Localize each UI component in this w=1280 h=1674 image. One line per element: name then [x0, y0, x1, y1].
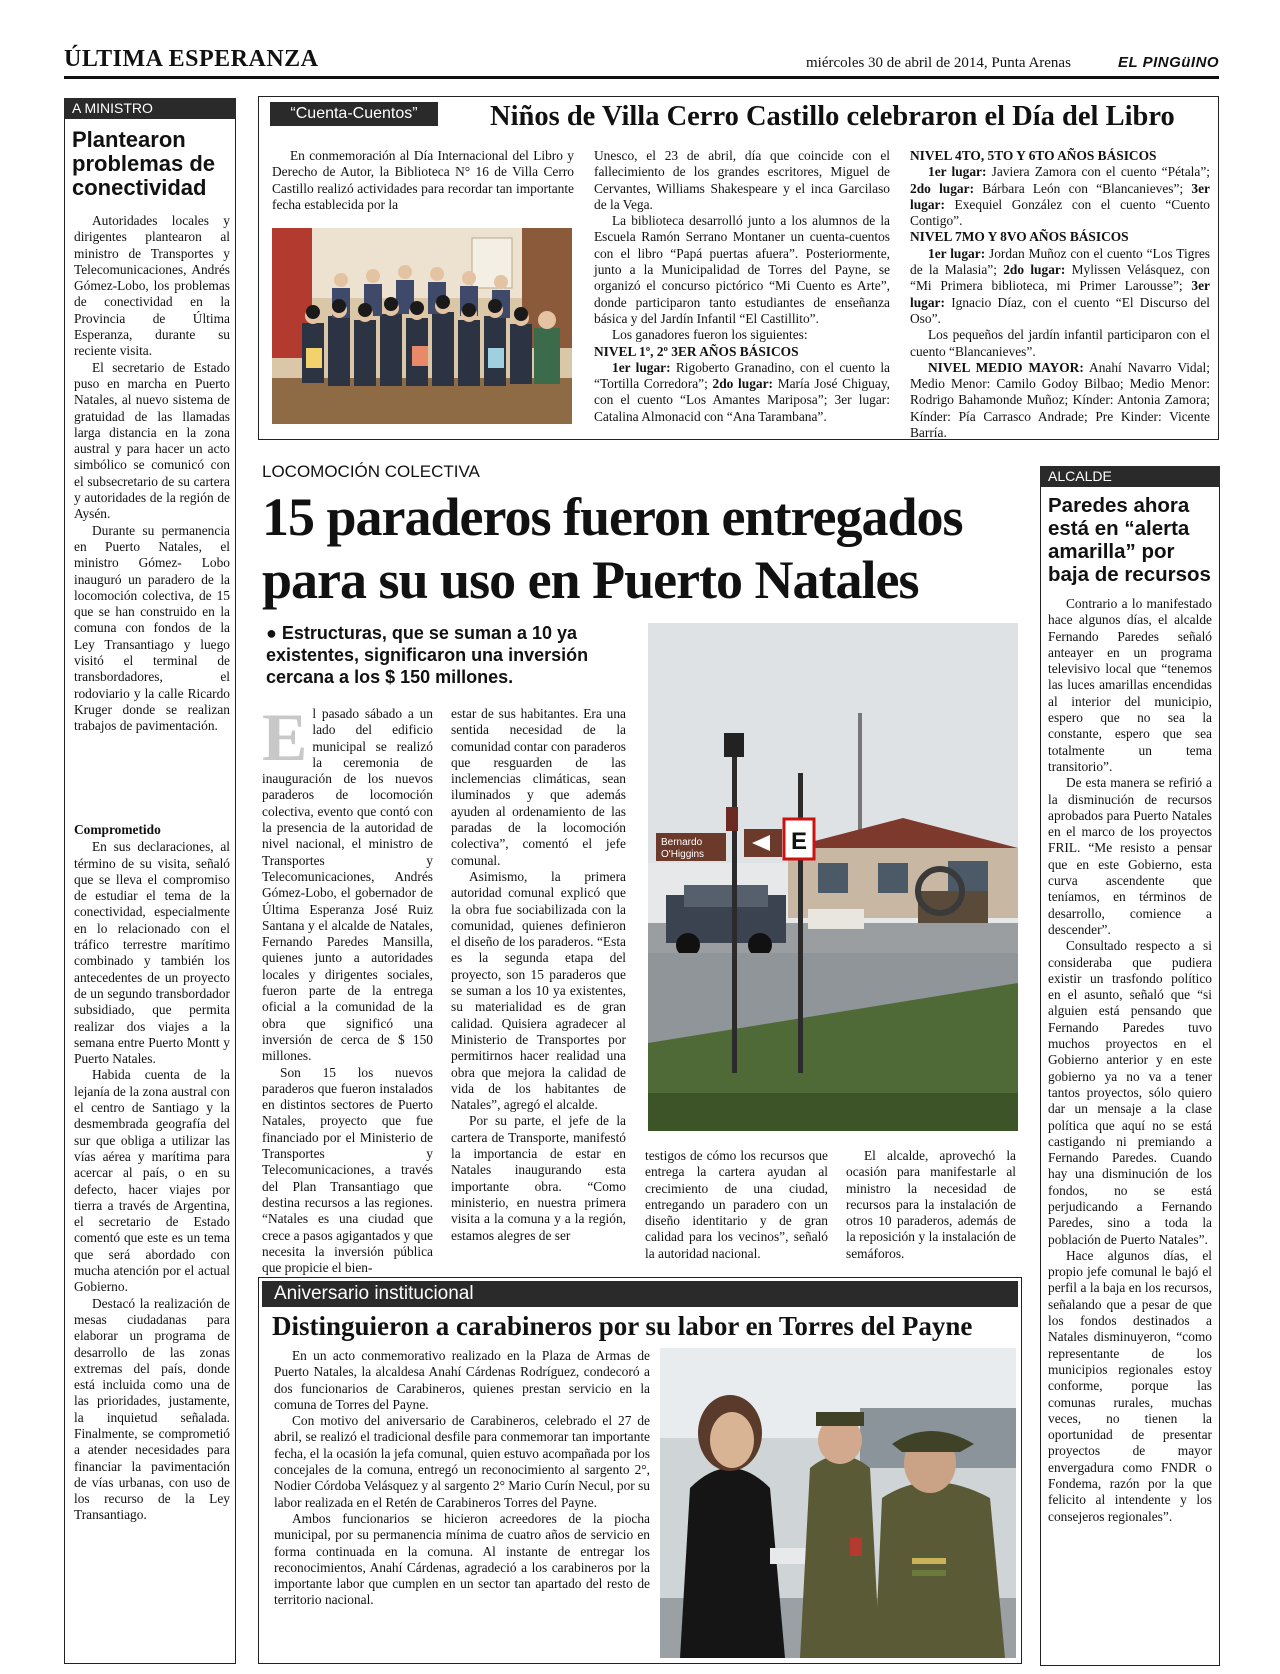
bottom-story-body	[274, 1348, 650, 1609]
street-sign-line-2: O'Higgins	[661, 849, 705, 860]
main-deck	[266, 622, 606, 688]
main-paragraph: testigos de cómo los recursos que entrega la cartera ayudan al crecimiento de una ciudad, entregando un paradero con un diseño identitario y de gran calidad para los vecinos”, señaló la autoridad nacional.	[645, 1148, 828, 1261]
right-paragraph: De esta manera se refirió a la disminución de recursos aprobados para Puerto Natales en el marco de los proyectos FRIL. “Me resisto a pensar que en este Gobierno, esta curva ascendente que teníamos, en términos de desarrollo, comience a descender”.	[1048, 775, 1212, 937]
left-headline: Plantearon problemas de conectividad	[72, 127, 216, 200]
winner-text: Bárbara León con “Blancanieves”;	[974, 180, 1192, 196]
newspaper-logo: EL PINGüINO	[1118, 54, 1220, 71]
left-body	[74, 213, 230, 735]
right-tag: ALCALDE	[1040, 466, 1220, 487]
children-group-photo	[272, 228, 572, 424]
main-column-2	[451, 706, 626, 1244]
carabineros-photo	[660, 1348, 1016, 1658]
drop-cap: E	[262, 699, 308, 775]
top-paragraph: Los ganadores fueron los siguientes:	[612, 327, 808, 343]
top-paragraph: En conmemoración al Día Internacional del Libro y Derecho de Autor, la Biblioteca N° 16 de Villa Cerro Castillo realizó actividades para recordar tan importante fecha establecida por la	[272, 148, 574, 212]
street-sign-line-1: Bernardo	[661, 837, 703, 848]
right-paragraph: Consultado respecto a si consideraba que pudiera existir un trasfondo político en el asunto, señaló que “si alguien está pensando que Fernando Paredes tuvo muchos proyectos en el Gobierno anterior y en este gobierno ya no va a tener tantos proyectos, sólo quiero dar un mensaje a la clase política que aquí no se está castigando ni premiando a Fernando Paredes. Cuando hay una disminución de los fondos, no se está perjudicando a Fernando Paredes, sino a toda la población de Puerto Natales”.	[1048, 938, 1212, 1247]
left-subhead: Comprometido	[74, 822, 161, 837]
main-paragraph: Son 15 los nuevos paraderos que fueron instalados en distintos sectores de Puerto Natales, proyecto que fue financiado por el Ministerio de Transportes y Telecomunicaciones, a través del Plan Transantiago que destina recursos a las regiones. “Natales es una ciudad que crece a pasos agigantados y que necesita la inversión pública que propicie el bien-	[262, 1064, 433, 1276]
top-story-headline: Niños de Villa Cerro Castillo celebraron el Día del Libro	[490, 101, 1175, 132]
main-headline-line-2: para su uso en Puerto Natales	[262, 550, 919, 610]
left-body-continued	[74, 822, 230, 1524]
level-heading: NIVEL 7MO Y 8VO AÑOS BÁSICOS	[910, 229, 1129, 245]
main-column-3	[645, 1148, 828, 1262]
top-paragraph: Los pequeños del jardín infantil participaron con el cuento “Blancanieves”.	[910, 327, 1210, 359]
main-paragraph	[262, 699, 433, 1065]
right-paragraph: Hace algunos días, el propio jefe comunal le bajó el perfil a la baja en los recursos, señalando que a pesar de que los fondos destinados a Natales disminuyeron, “como representante de los municipios regionales estoy conforme, porque las comunas rurales, muchas veces, no tienen la oportunidad de presentar proyectos de mayor envergadura como FNDR o Fondema, razón por la que felicito al intendente y los consejeros regionales”.	[1048, 1247, 1212, 1524]
left-paragraph: Destacó la realización de mesas ciudadanas para elaborar un programa de desarrollo de las zonas extremas del país, donde está incluida como una de las prioridades, justamente, la inquietud señalada. Finalmente, se comprometió a atender necesidades para financiar la pavimentación de vías urbanas, con uso de los recurso de la Ley Transantiago.	[74, 1295, 230, 1523]
bottom-paragraph: Con motivo del aniversario de Carabineros, celebrado el 27 de abril, se realizó el tradicional desfile para conmemorar tan importante fecha, el la ocasión la jefa comunal, quien estuvo acompañada por los concejales de la comuna, entregó un reconocimiento al sargento 2°, Nodier Córdoba Velásquez y al sargento 2° Mario Curín Necul, por su labor realizada en el Retén de Carabineros Torres del Payne.	[274, 1413, 650, 1510]
main-paragraph: Por su parte, el jefe de la cartera de Transporte, manifestó la importancia de estar en Natales inaugurando esta importante obra. “Como ministerio, en nuestra primera visita a la comuna y a la región, estamos alegres de ser	[451, 1113, 626, 1243]
main-deck-text: Estructuras, que se suman a 10 ya existentes, significaron una inversión cercana a los $ 150 millones.	[266, 623, 589, 687]
main-paragraph: Asimismo, la primera autoridad comunal explicó que la obra fue sociabilizada con la comunidad, quienes definieron el diseño de los paraderos. “Esta es la segunda etapa del proyecto, son 15 paraderos que se suman a los 10 ya existentes, su materialidad es de gran calidad. Quisiera agradecer al Ministerio de Transportes por permitirnos hacer realidad una obra que mejora la calidad de vida de los habitantes de Natales”, agregó el alcalde.	[451, 868, 626, 1113]
winner-text: Exequiel González con el cuento “Cuento Contigo”.	[910, 196, 1210, 229]
winner-text: Rigoberto Granadino, con el cuento la “Tortilla Corredora”;	[594, 359, 890, 392]
place-label: 3er lugar:	[910, 278, 1210, 310]
main-paragraph: estar de sus habitantes. Era una sentida necesidad de la comunidad contar con paraderos que resguarden de las inclemencias climáticas, sean iluminados y que además ayuden al ordenamiento de las paradas de la locomoción colectiva”, comentó el jefe comunal.	[451, 706, 626, 868]
issue-date: miércoles 30 de abril de 2014, Punta Arenas	[806, 55, 1071, 71]
no-parking-sign: E	[791, 828, 808, 855]
level-inline: NIVEL MEDIO MAYOR:	[928, 359, 1084, 375]
top-paragraph	[910, 164, 1210, 229]
right-paragraph: Contrario a lo manifestado hace algunos días, el alcalde Fernando Paredes señaló anteayer en un programa televisivo local que “tenemos las luces amarillas encendidas al interior del municipio, espero que no sea la constante, espero que sea totalmente un tema transitorio”.	[1048, 596, 1212, 774]
left-paragraph: El secretario de Estado puso en marcha en Puerto Natales, al nuevo sistema de gratuidad de las llamadas larga distancia en la zona austral y para hacer un acto simbólico se comunicó con el subsecretario de su cartera y autoridades de la región de Aysén.	[74, 359, 230, 522]
winner-text: Mylissen Velásquez, con “Mi Primera biblioteca, mi Primer Larousse”;	[910, 262, 1210, 294]
left-paragraph: En sus declaraciones, al término de su visita, señaló que se lleva el compromiso de estudiar el tema de la conectividad, especialmente en lo relacionado con el tráfico terrestre marítimo combinado y también los antecedentes de un proyecto de un segundo transbordador subsidiado, que permita realizar dos viajes a la semana entre Puerto Montt y Puerto Natales.	[74, 839, 230, 1067]
place-label: 3er lugar:	[910, 180, 1210, 212]
right-body	[1048, 596, 1212, 1525]
main-column-1	[262, 699, 433, 1276]
left-paragraph: Habida cuenta de la lejanía de la zona austral con el centro de Santiago y la desmembrada geografía del sur que obliga a utilizar las vías aérea y marítima para acercar al país, o en su defecto, hacer viajes por tierra a través de Argentina, el secretario de Estado comentó que este es un tema que será abordado con mucha atención por el actual Gobierno.	[74, 1067, 230, 1295]
level-heading: NIVEL 4TO, 5TO Y 6TO AÑOS BÁSICOS	[910, 148, 1157, 163]
winner-text: María José Chiguay, con el cuento “Los Amantes Mariposa”; 3er lugar: Catalina Almonacid con “Ana Tarambana”.	[594, 376, 890, 424]
place-label: 1er lugar:	[928, 245, 986, 261]
top-paragraph	[910, 360, 1210, 441]
left-tag: A MINISTRO	[64, 98, 236, 119]
right-headline: Paredes ahora está en “alerta amarilla” por baja de recursos	[1048, 494, 1211, 586]
top-story-column-2	[594, 148, 890, 425]
main-headline-line-1: 15 paraderos fueron entregados	[262, 487, 963, 547]
main-paragraph: El alcalde, aprovechó la ocasión para manifestarle al ministro la necesidad de recursos para la instalación de otros 10 paraderos, además de la reposición y la instalación de semáforos.	[846, 1148, 1016, 1261]
left-paragraph: Autoridades locales y dirigentes plantearon al ministro de Transportes y Telecomunicaciones, Andrés Gómez-Lobo, los problemas de conectividad en la Provincia de Última Esperanza, durante su reciente visita.	[74, 213, 230, 359]
place-label: 1er lugar:	[928, 164, 987, 180]
header-rule	[64, 76, 1219, 79]
top-paragraph	[910, 246, 1210, 327]
bottom-paragraph: En un acto conmemorativo realizado en la Plaza de Armas de Puerto Natales, la alcaldesa Anahí Cárdenas Rodríguez, condecoró a dos funcionarios de Carabineros, quienes prestan servicio en la comuna de Torres del Payne.	[274, 1348, 650, 1412]
level-heading: NIVEL 1º, 2º 3ER AÑOS BÁSICOS	[594, 343, 799, 359]
winner-text: Javiera Zamora con el cuento “Pétala”;	[986, 164, 1210, 180]
top-story-tag: “Cuenta-Cuentos”	[270, 102, 438, 126]
left-paragraph: Durante su permanencia en Puerto Natales, el ministro Gómez- Lobo inauguró un paradero de la locomoción colectiva, de 15 que se han construido en la comuna con fondos de la Ley Transantiago y luego visitó el terminal de transbordadores, el rodoviario y la calle Ricardo Kruger donde se realizan trabajos de pavimentación.	[74, 522, 230, 734]
winner-text: Ignacio Díaz, con el cuento “El Discurso del Oso”.	[910, 294, 1210, 326]
place-label: 1er lugar:	[612, 359, 671, 375]
place-label: 2do lugar:	[1003, 262, 1066, 278]
winner-text: Anahí Navarro Vidal; Medio Menor: Camilo Godoy Bilbao; Medio Menor: Rodrigo Bahamonde Muñoz; Kínder: Antonia Zamora; Kínder: Pía Carrasco Andrade; Pre Kinder: Vicente Barría.	[910, 359, 1210, 441]
top-story-column-1	[272, 148, 574, 213]
main-kicker: LOCOMOCIÓN COLECTIVA	[262, 462, 480, 481]
place-label: 2do lugar:	[910, 180, 975, 196]
winner-text: Jordan Muñoz con el cuento “Los Tigres de la Malasia”;	[910, 245, 1210, 278]
bottom-story-tag: Aniversario institucional	[262, 1281, 1018, 1307]
bottom-paragraph: Ambos funcionarios se hicieron acreedores de la piocha municipal, por su permanencia mínima de cuatro años de servicio en forma continuada en la comuna. Al instante de entregar los reconocimientos, Anahí Cárdenas, agradeció a los carabineros por la importante labor que cumplen en un sector tan apartado del resto de territorio nacional.	[274, 1510, 650, 1608]
top-paragraph	[594, 360, 890, 425]
top-story-column-3	[910, 148, 1210, 441]
main-column-4	[846, 1148, 1016, 1262]
place-label: 2do lugar:	[712, 376, 774, 392]
top-paragraph: La biblioteca desarrolló junto a los alumnos de la Escuela Ramón Serrano Montaner un cuenta-cuentos con el libro “Papá puertas afuera”. Posteriormente, junto a la Municipalidad de Torres del Payne, se organizó el concurso pictórico “Mi Cuento es Arte”, donde participaron tanto estudiantes de enseñanza básica y del Jardín Infantil “El Castillito”.	[594, 213, 890, 326]
bullet-icon: ●	[266, 623, 282, 643]
top-paragraph: Unesco, el 23 de abril, día que coincide con el fallecimiento de los grandes escritores, Miguel de Cervantes, Williams Shakespeare y el inca Garcilaso de la Vega.	[594, 148, 890, 212]
main-paragraph-text: l pasado sábado a un lado del edificio municipal se realizó la ceremonia de inauguración de los nuevos paraderos de locomoción colectiva, evento que contó con la presencia de la autoridad de nivel nacional, el ministro de Transportes y Telecomunicaciones, Andrés Gómez-Lobo, el gobernador de Última Esperanza José Ruiz Santana y el alcalde de Natales, Fernando Paredes Mansilla, quienes junto a autoridades locales y dirigentes sociales, fueron parte de la entrega oficial a la comunidad de la obra que significó una inversión de cerca de $ 150 millones.	[262, 706, 433, 1064]
bottom-story-headline: Distinguieron a carabineros por su labor en Torres del Payne	[272, 1311, 973, 1341]
bus-stop-photo	[648, 623, 1018, 1131]
section-title: ÚLTIMA ESPERANZA	[64, 46, 319, 72]
